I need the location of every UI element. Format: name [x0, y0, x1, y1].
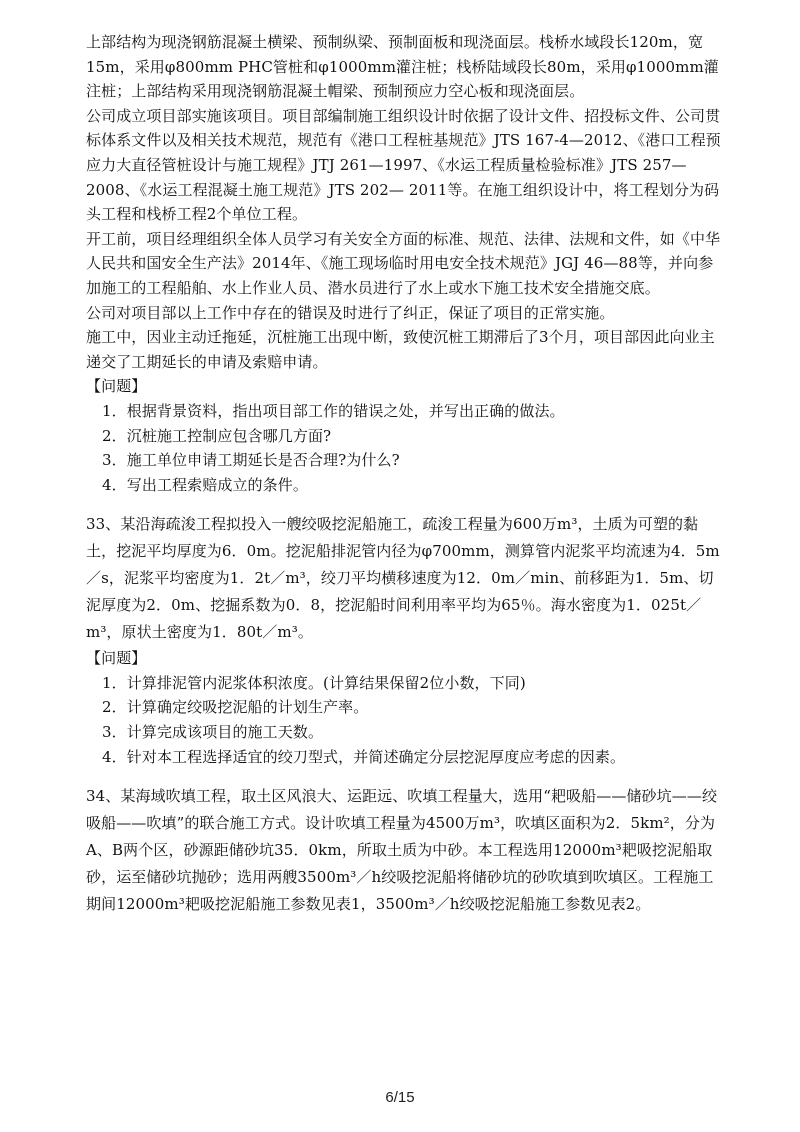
background-paragraph-safety-training: 开工前，项目经理组织全体人员学习有关安全方面的标准、规范、法律、法规和文件，如《中华人民共和国安全生产法》2014年、《施工现场临时用电安全技术规范》JGJ 46—88等，并向参加施工的工程船舶、水上作业人员、潜水员进行了水上或水下施工技术安全措施交底。 — [86, 229, 721, 297]
questions-label: 【问题】 — [86, 649, 147, 668]
problem-34-text: 34、某海域吹填工程，取土区风浪大、运距远、吹填工程量大，选用“耙吸船——储砂坑——绞吸船——吹填”的联合施工方式。设计吹填工程量为4500万m³，吹填区面积为2．5km²，分为A、B两个区，砂源距储砂坑35．0km，所取土质为中砂。本工程选用12000m³耙吸挖泥船取砂，运至储砂坑抛砂；选用两艘3500m³／h绞吸挖泥船将储砂坑的砂吹填到吹填区。工程施工期间12000m³耙吸挖泥船施工参数见表1，3500m³／h绞吸挖泥船施工参数见表2。 — [86, 787, 718, 914]
background-paragraph-delay: 施工中，因业主动迁拖延，沉桩施工出现中断，致使沉桩工期滞后了3个月，项目部因此向业主递交了工期延长的申请及索赔申请。 — [86, 328, 715, 371]
section-gap — [86, 497, 726, 511]
questions-label: 【问题】 — [86, 377, 147, 396]
background-paragraph-project-department: 公司成立项目部实施该项目。项目部编制施工组织设计时依据了设计文件、招投标文件、公司贯标体系文件以及相关技术规范，规范有《港口工程桩基规范》JTS 167-4—2012、《港口工程预应力大直径管桩设计与施工规程》JTJ 261—1997、《水运工程质量检验标准》JTS 257—2008、《水运工程混凝土施工规范》JTS 202— 2011等。在施工组织设计中，将工程划分为码头工程和栈桥工程2个单位工程。 — [86, 106, 721, 224]
question-item: 3．计算完成该项目的施工天数。 — [102, 723, 324, 742]
question-item: 3．施工单位申请工期延长是否合理?为什么? — [102, 451, 400, 470]
question-item: 2．计算确定绞吸挖泥船的计划生产率。 — [102, 698, 369, 717]
question-item: 1．计算排泥管内泥浆体积浓度。(计算结果保留2位小数，下同) — [102, 673, 526, 692]
question-item: 4．针对本工程选择适宜的绞刀型式，并简述确定分层挖泥厚度应考虑的因素。 — [102, 747, 626, 766]
document-body — [86, 30, 726, 918]
question-item: 1．根据背景资料，指出项目部工作的错误之处，并写出正确的做法。 — [102, 401, 565, 420]
question-item: 2．沉桩施工控制应包含哪几方面? — [102, 426, 332, 445]
section-gap — [86, 769, 726, 783]
background-paragraph-correction: 公司对项目部以上工作中存在的错误及时进行了纠正，保证了项目的正常实施。 — [86, 303, 615, 322]
background-paragraph-structure: 上部结构为现浇钢筋混凝土横梁、预制纵梁、预制面板和现浇面层。栈桥水域段长120m，宽15m，采用φ800mm PHC管桩和φ1000mm灌注桩；栈桥陆域段长80m，采用φ1000mm灌注桩；上部结构采用现浇钢筋混凝土帽梁、预制预应力空心板和现浇面层。 — [86, 33, 719, 101]
question-item: 4．写出工程索赔成立的条件。 — [102, 475, 308, 494]
page-number: 6/15 — [385, 1089, 415, 1106]
problem-33-text: 33、某沿海疏浚工程拟投入一艘绞吸挖泥船施工，疏浚工程量为600万m³，土质为可塑的黏土，挖泥平均厚度为6．0m。挖泥船排泥管内径为φ700mm，测算管内泥浆平均流速为4．5m／s，泥浆平均密度为1．2t／m³，绞刀平均横移速度为12．0m／min、前移距为1．5m、切泥厚度为2．0m、挖掘系数为0．8，挖泥船时间利用率平均为65％。海水密度为1．025t／m³，原状土密度为1．80t／m³。 — [86, 515, 720, 642]
